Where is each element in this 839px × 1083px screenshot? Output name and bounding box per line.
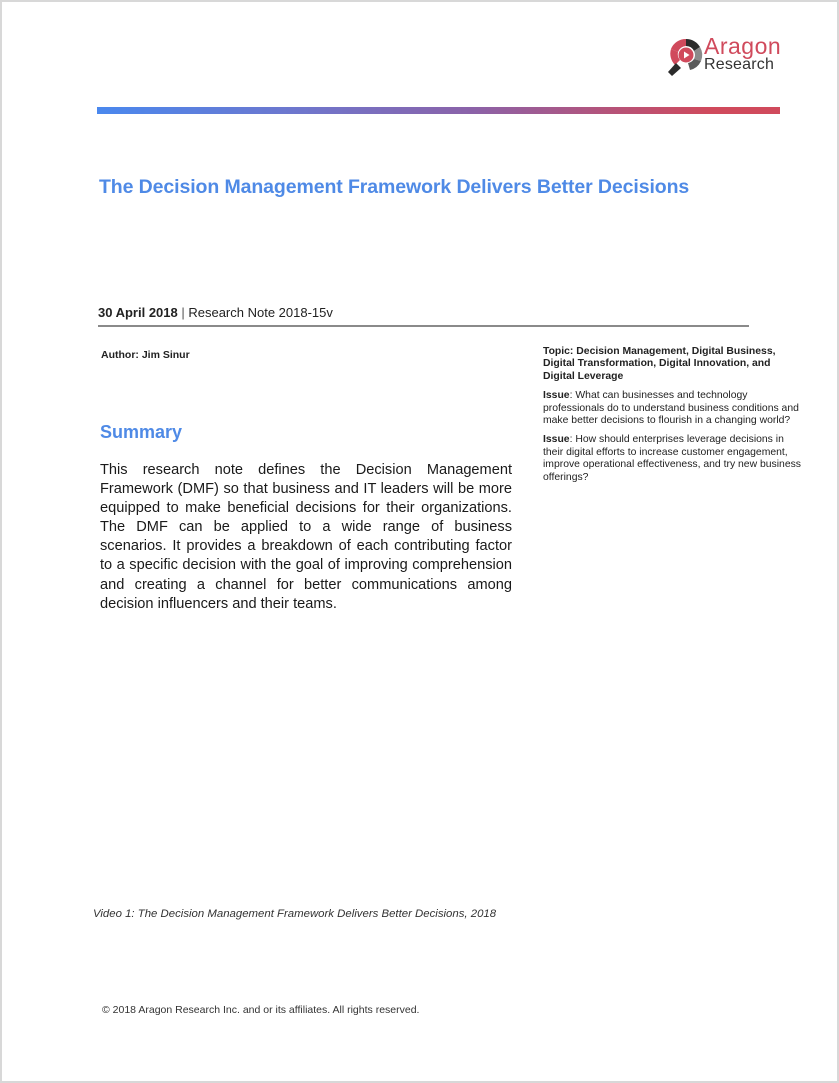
logo-wordmark-aragon: Aragon (704, 33, 782, 59)
meta-separator: | (177, 305, 189, 320)
issue-label: Issue (543, 434, 570, 446)
issue-label: Issue (543, 390, 570, 402)
author-label: Author: (101, 349, 139, 361)
publication-info (98, 305, 333, 320)
topic-issues-sidebar (543, 346, 801, 491)
author-name: Jim Sinur (141, 349, 190, 361)
publication-date: 30 April 2018 (98, 305, 178, 320)
issue-text: : How should enterprises leverage decisions in their digital efforts to increase customer engagement, improve operational effectiveness, and try new business offerings? (543, 434, 801, 483)
copyright-footer: © 2018 Aragon Research Inc. and or its affiliates. All rights reserved. (102, 1004, 420, 1016)
summary-heading: Summary (100, 422, 183, 442)
logo-wordmark-research: Research (704, 56, 775, 73)
meta-divider (98, 325, 749, 327)
issue-item (543, 434, 801, 484)
header-gradient-bar (97, 107, 780, 114)
issue-text: : What can businesses and technology professionals do to understand business conditions and make better decisions to flourish in a changing world? (543, 390, 799, 427)
document-title: The Decision Management Framework Delivers Better Decisions (99, 176, 690, 198)
research-note-id: Research Note 2018-15v (188, 305, 333, 320)
aragon-research-logo (666, 35, 796, 77)
aragon-logo-icon (666, 35, 706, 77)
video-caption: Video 1: The Decision Management Framework Delivers Better Decisions, 2018 (93, 908, 497, 920)
topic-text: Topic: Decision Management, Digital Business, Digital Transformation, Digital Innovation, and Digital Leverage (543, 346, 776, 382)
summary-paragraph: This research note defines the Decision Management Framework (DMF) so that business and IT leaders will be more equipped to make beneficial decisions for their organizations. The DMF can be applied to a wide range of business scenarios. It provides a breakdown of each contributing factor to a specific decision with the goal of improving comprehension and creating a channel for better communications among decision influencers and their teams. (100, 462, 512, 612)
author-line (101, 349, 190, 361)
issue-item (543, 390, 801, 427)
